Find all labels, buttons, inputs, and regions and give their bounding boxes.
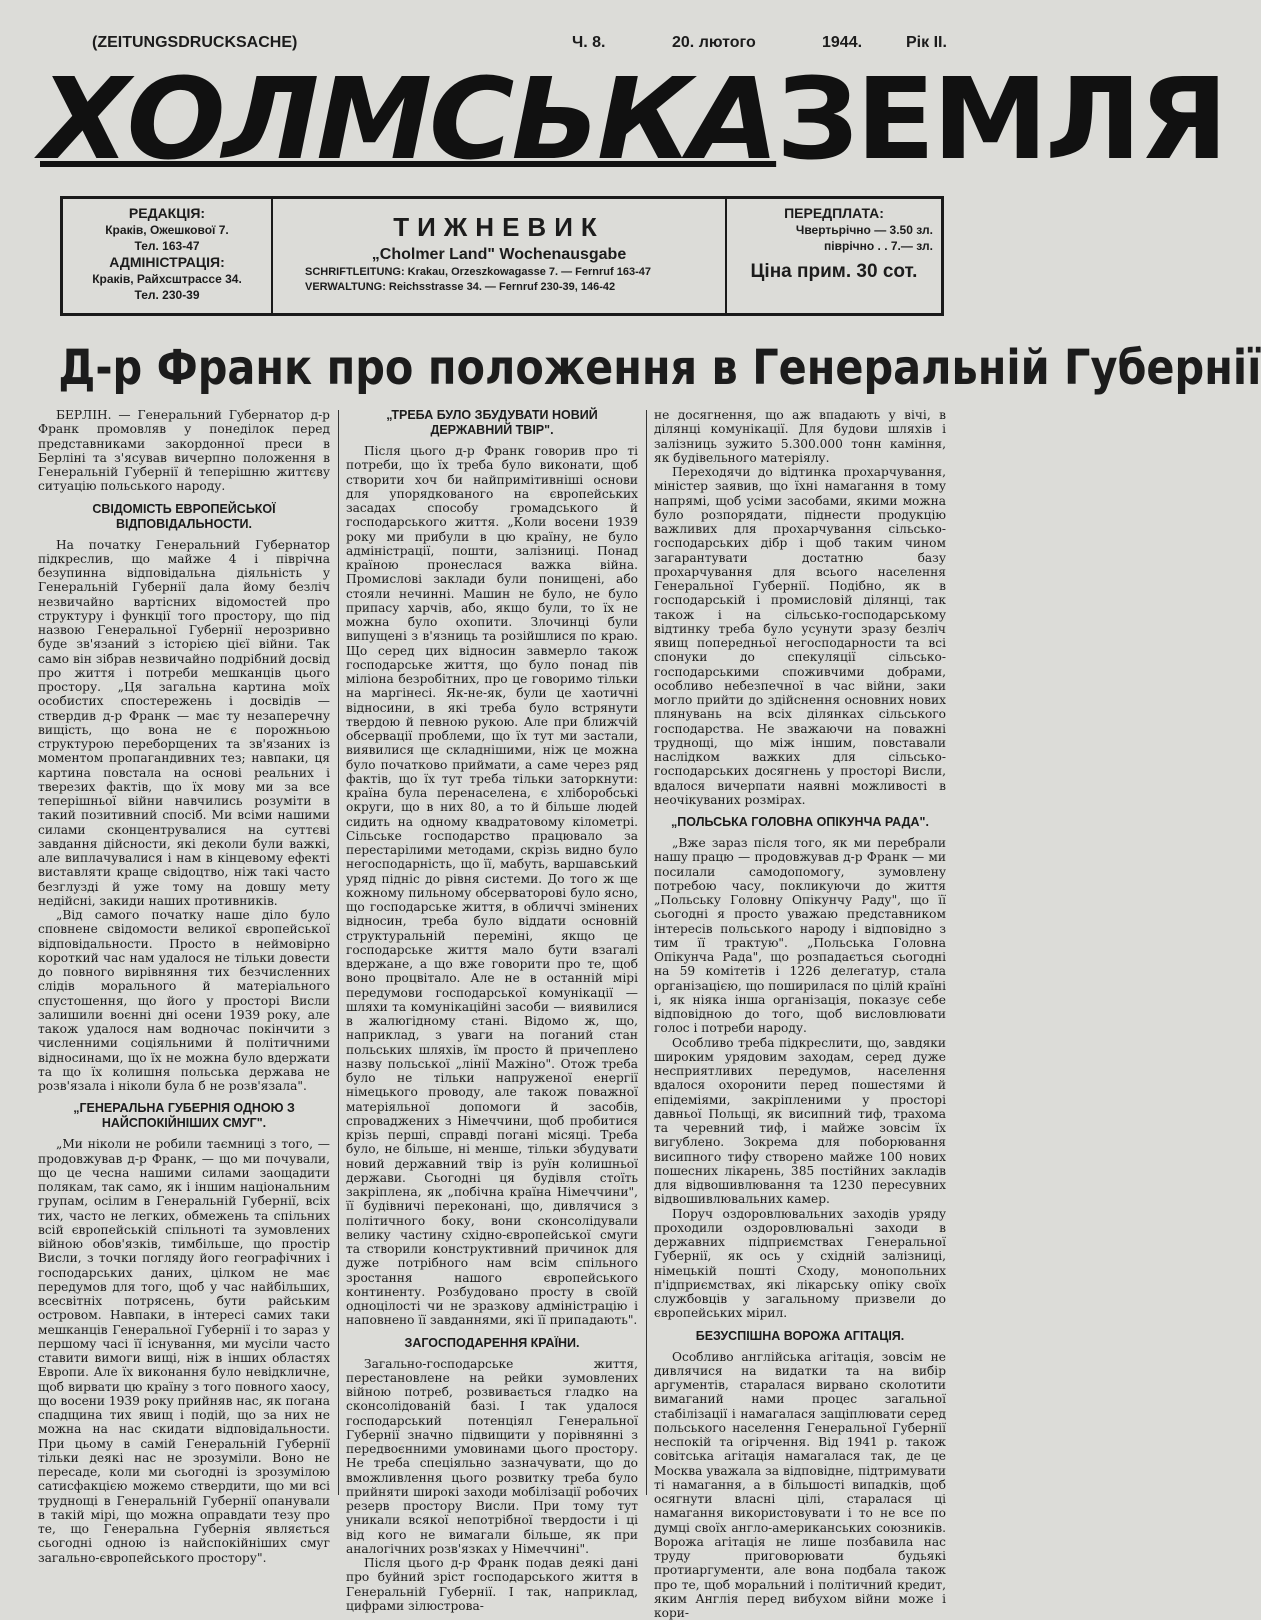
mail-label: (ZEITUNGSDRUCKSACHE): [92, 34, 297, 52]
article-column-3: [654, 408, 946, 1520]
subheading: БЕЗУСПІШНА ВОРОЖА АГІТАЦІЯ.: [654, 1329, 946, 1344]
paragraph: БЕРЛІН. — Генеральний Губернатор д-р Франк промовляв у понеділок перед представниками закордонної преси в Берліні та з'ясував вичерпно положення в Генеральній Губернії й теперішню життєву ситуацію польського народу.: [38, 408, 330, 494]
admin-heading: АДМІНІСТРАЦІЯ:: [71, 254, 263, 271]
top-line: [92, 34, 960, 56]
copy-price: Ціна прим. 30 сот.: [735, 264, 933, 280]
subheading: ЗАГОСПОДАРЕННЯ КРАЇНИ.: [346, 1336, 638, 1351]
subscription-box: [727, 199, 941, 313]
schriftleitung: SCHRIFTLEITUNG: Krakau, Orzeszkowagasse 7. — Fernruf 163-47: [281, 265, 717, 280]
subheading: СВІДОМІСТЬ ЕВРОПЕЙСЬКОЇ ВІДПОВІДАЛЬНОСТИ.: [38, 502, 330, 532]
paragraph: „Вже зараз після того, як ми перебрали нашу працю — продовжував д-р Франк — ми посилали самодопомогу, зумовлену потребою часу, покликуючи до життя „Польську Головну Опікунчу Раду", що її сьогодні я просто уважаю представником інтересів польського народу і відповідно з тим її трактую". „Польська Головна Опікунча Рада", що розпадається сьогодні на 59 комітетів і 1226 делегатур, стала організацією, що поширилася по цілій країні і, як ніяка інша організація, показує себе відповідною до того, щоб висловлювати голос і потреби народу.: [654, 836, 946, 1036]
paragraph: Поруч оздоровлювальних заходів уряду проходили оздоровлювальні заходи в державних підприємствах Генеральної Губернії, як ось у східній залізниці, німецькій пошті Сходу, монопольних п'ідприємствах, які лікарську опіку своїх службовців у загальному призвели до європейських мірил.: [654, 1207, 946, 1321]
paragraph: „Від самого початку наше діло було сповнене свідомости великої європейської відповідальности. Просто в неймовірно короткий час нам удалося не тільки довести до повного вирівняння тих безчисленних слідів морального й матеріального спустошення, що його у просторі Висли залишили воєнні дні осени 1939 року, але також удалося нам водночас покінчити з численними соціяльними й політичними відносинами, що їх не можна було вдержати та що їх колишня польська держава не розв'язала і ніколи була б не розв'язала".: [38, 908, 330, 1093]
article-column-1: [38, 408, 330, 1520]
paragraph: Особливо треба підкреслити, що, завдяки широким урядовим заходам, серед дуже несприятливих передумов, населення вдалося охоронити перед пошестями й епідеміями, закріпленими у просторі давньої Польщі, як висипний тиф, трахома та черевний тиф, і майже зовсім їх вигублено. Зокрема для поборювання висипного тифу створено майже 100 нових пошесних лікарень, 385 постійних закладів для відвошивлювання та 1230 пересувних відвошивлювальних камер.: [654, 1036, 946, 1207]
column-divider: [646, 410, 647, 1495]
paragraph: Переходячи до відтинка прохарчування, міністер заявив, що їхні намагання в тому напрямі, щоб усіми засобами, якими можна було розпорядати, піднести продукцію важливих для прохарчування сільсько-господарських дібр і щоб таким чином загарантувати достатню базу прохарчування для всього населення Генеральної Губернії. Подібно, як в господарській і промисловій ділянці, так також і на сільсько-господарському відтинку треба було усунути зразу безліч явищ попередньої негосподарности та всі спонуки до спекуляції сільсько-господарськими споживчими добрами, особливо небезпечної в час війни, заки могло прийти до здійснення основних нових плянувань на всіх ділянках сільського господарства. Не зважаючи на поважні труднощі, що між іншим, повставали наслідком важких для сільсько-господарських досягнень у просторі Висли, вдалося вичерпати наявні можливості в неочікуваних розмірах.: [654, 465, 946, 807]
subheading: „ГЕНЕРАЛЬНА ГУБЕРНІЯ ОДНОЮ З НАЙСПОКІЙНІШИХ СМУГ".: [38, 1101, 330, 1131]
paragraph: не досягнення, що аж впадають у вічі, в ділянці комунікації. Для будови шляхів і залізниць зужито 5.300.000 тонн каміння, як будівельного матеріялу.: [654, 408, 946, 465]
paragraph: Після цього д-р Франк говорив про ті потреби, що їх треба було виконати, щоб створити хоч би найпримітивніші основи для упорядкованого на європейських засадах способу громадського й господарського життя. „Коли восени 1939 року ми прибули в цю країну, не було адміністрації, пошти, залізниці. Понад країною пронеслася важка війна. Промислові заклади були понищені, або стояли нечинні. Машин не було, не було припасу харчів, або, якщо були, то їх не можна було охопити. Злочинці були випущені з в'язниць та розійшлися по краю. Що серед цих відносин завмерло також господарське життя, що було понад пів міліона безробітних, про це говоримо тільки на маргінесі. Як-не-як, були це хаотичні відносини, в які треба було встрянути твердою й певною рукою. Але при ближчій обсервації проблеми, що їх тут ми застали, виявилися ще складнішими, ніж це можна було початково приймати, а саме через ряд фактів, що їх тут треба тільки заторкнути: країна була перенаселена, є хліборобські округи, що в них 80, а то й більше людей сидить на одному квадратовому кілометрі. Сільське господарство працювало за перестарілими методами, скрізь видно було негосподарність, що її, мабуть, варшавський уряд підніс до рівня системи. До того ж ще кожному пильному обсерваторові було ясно, що господарське життя, в обличчі змінених відносин, треба було віддати основній структуральній переміні, якщо це господарське життя мало бути взагалі вдержане, а що вже говорити про те, щоб воно процвітало. Але не в останній мірі передумови господарської комунікації — шляхи та комунікаційні засоби — виявилися в жалюгідному стані. Відомо ж, що, наприклад, з уваги на поганий стан польських шляхів, їм просто й причеплено назву польської „лінії Мажіно". Отож треба було не тільки напруженої енергії німецького проводу, але також поважної матеріяльної допомоги й засобів, спроваджених з Німеччини, щоб пробитися крізь перші, справді погані місяці. Треба було, не більше, ні менше, тільки збудувати новий державний твір із руїн колишньої держави. Сьогодні ця будівля стоїть закріплена, як „побічна країна Німеччини", її будівничі переконані, що, дивлячися з політичного боку, вони сконсолідували велику частину східно-європейської смуги та створили конструктивний причинок для дуже потрібного нам всім спільного зростання нашого європейського континенту. Розбудовано просту в своїй одноцілості чи не зразкову адміністрацію і наповнено її завданнями, які її припадають".: [346, 444, 638, 1328]
contacts-box: [63, 199, 273, 313]
masthead: [40, 60, 997, 180]
weekly-subtitle: „Cholmer Land" Wochenausgabe: [281, 245, 717, 265]
quarterly-price: Чвертьрічно — 3.50 зл.: [735, 222, 933, 238]
admin-phone: Тел. 230-39: [71, 287, 263, 303]
paragraph: Особливо англійська агітація, зовсім не дивлячися на видатки та на вибір аргументів, старалася вирвано сколотити вимаганий нами процес загальної стабілізації і намагалася защіплювати серед польського населення Генеральної Губернії неспокій та огірчення. Від 1941 р. також совітська агітація намагалася так, де це Москва уважала за відповідне, підтримувати ті намагання, а в більшості випадків, щоб осягнути власні цілі, старалася ці намагання використовувати і то не все по думці своїх англо-американських союзників. Ворожа агітація не лише позбавила нас труду приговорювати будьякі протиаргументи, але вона подбала також про те, щоб моральний і політичний кредит, яким Англія перед вибухом війни може і кори-: [654, 1350, 946, 1620]
paragraph: „Ми ніколи не робили таємниці з того, — продовжував д-р Франк, — що ми почували, що це чесна нашими силами заощадити полякам, так само, як і іншим національним групам, осілим в Генеральній Губернії, всіх тих, часто не легких, обмежень та спільних всій європейській спільноті та зумовлених війною обов'язків, тимбільше, що простір Висли, з точки погляду його географічних і господарських даних, цілком не має передумов для того, щоб у час найбільших, всесвітніх потрясень, бути райським островом. Навпаки, в інтересі самих таки мешканців Генеральної Губернії і то зараз у першому часі її існування, ми мусіли часто ставити вимоги вищі, ніж в інших областях Европи. Але їх виконання було невідкличне, щоб вирвати цю країну з того повного хаосу, що восени 1939 року прийняв нас, як погана спадщина тих явищ і подій, що за них не можна на нас скидати відповідальности. При цьому в самій Генеральній Губернії тільки деякі нас не зрозуміли. Воно не пересаде, коли ми сьогодні із зрозумілою сатисфакцією можемо ствердити, що ми всі труднощі в Генеральній Губернії опанували в такій мірі, що можна оправдати тезу про те, що Генеральна Губернія являється сьогодні одною із найспокійніших смуг загально-європейського простору".: [38, 1137, 330, 1565]
volume: Рік II.: [906, 34, 947, 52]
editorial-address: Краків, Ожешкової 7.: [71, 222, 263, 238]
column-divider: [338, 410, 339, 1495]
paragraph: Загально-господарське життя, перестановлене на рейки зумовлених війною потреб, розвивається гладко на сконсолідованій базі. І так удалося господарський потенціял Генеральної Губернії значно підвищити у порівнянні з передвоєнними умовинами цього простору. Не треба спеціяльно зазначувати, що до вможливлення цього розвитку треба було прийняти широкі заходи мобілізації робочих резерв простору Висли. При тому тут уникали всякої непотрібної твердости і ці від кого не вимагали більше, як при аналогічних розв'язках у Німеччині".: [346, 1357, 638, 1557]
editorial-heading: РЕДАКЦІЯ:: [71, 205, 263, 222]
editorial-phone: Тел. 163-47: [71, 238, 263, 254]
issue-date: 20. лютого: [672, 34, 756, 52]
paragraph: На початку Генеральний Губернатор підкреслив, що майже 4 і піврічна безупинна відповідальна діяльність у Генеральній Губернії дала йому безліч незвичайно вартісних відомостей про структуру і функції того простору, що під назвою Генеральної Губернії нерозривно буде зв'язаний з історією цієї війни. Так само він зібрав незвичайно подрібний досвід про життя і потреби мешканців цього простору. „Ця загальна картина моїх особистих спостережень і досвідів — ствердив д-р Франк — має ту незаперечну вищість, що вона не є порожньою структурою переборщених та зв'язаних із моментом пропагандивних тез; навпаки, ця картина повстала на основі реальних і тверезих фактів, що їх мову ми за все теперішньої війни навчились розуміти в такий позитивний спосіб. Ми всіми нашими силами сконцентрувалися на суттєві завдання дійсности, які деколи були важкі, але виплачувалися і нам в кінцевому ефекті виставляти краще свідоцтво, ніж такі часто безглузді й уже тому на довшу мету недійсні, закиди наших противників.: [38, 538, 330, 909]
halfyear-price: піврічно . . 7.— зл.: [735, 238, 933, 254]
article-column-2: [346, 408, 638, 1520]
subheading: „ТРЕБА БУЛО ЗБУДУВАТИ НОВИЙ ДЕРЖАВНИЙ ТВІР".: [346, 408, 638, 438]
weekly-title: ТИЖНЕВИК: [281, 209, 717, 245]
masthead-title-2: ЗЕМЛЯ: [776, 55, 1225, 185]
admin-address: Краків, Райхсштрассе 34.: [71, 271, 263, 287]
paragraph: Після цього д-р Франк подав деякі дані про буйний зріст господарського життя в Генеральній Губернії. І так, наприклад, цифрами зілюстрова-: [346, 1556, 638, 1613]
verwaltung: VERWALTUNG: Reichsstrasse 34. — Fernruf 230-39, 146-42: [281, 280, 717, 295]
masthead-title-1: ХОЛМСЬКА: [40, 55, 776, 185]
info-bar: [60, 196, 944, 316]
issue-number: Ч. 8.: [572, 34, 605, 52]
subscription-heading: ПЕРЕДПЛАТА:: [735, 205, 933, 222]
weekly-box: [273, 199, 727, 313]
issue-year: 1944.: [822, 34, 862, 52]
page-headline: Д-р Франк про положення в Генеральній Губернії: [58, 332, 941, 404]
subheading: „ПОЛЬСЬКА ГОЛОВНА ОПІКУНЧА РАДА".: [654, 815, 946, 830]
